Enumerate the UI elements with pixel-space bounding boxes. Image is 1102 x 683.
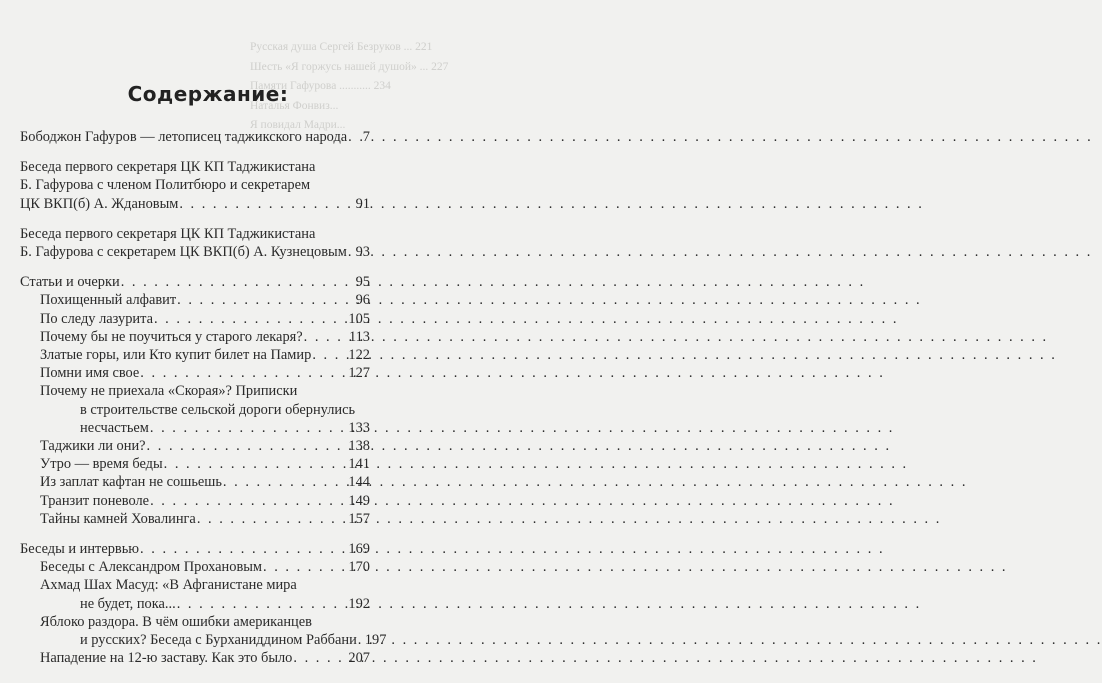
dot-leader (177, 595, 348, 613)
bleed-through-line: Я повидал Мадри... (250, 119, 346, 131)
dot-leader (223, 473, 347, 491)
bleed-through-line: Русская душа Сергей Безруков ... 221 (250, 41, 433, 53)
dot-leader (358, 631, 364, 649)
toc-subentry (20, 364, 370, 382)
section-gap (20, 146, 370, 158)
toc-entry-title: Беседы с Александром Прохановым (40, 559, 263, 576)
toc-entry-title: Бободжон Гафуров — летописец таджикского народа (20, 129, 348, 145)
dot-leader (304, 328, 348, 346)
toc-page-number: 95 (355, 274, 370, 291)
toc-subentry (20, 382, 370, 437)
toc-entry-title: Златые горы, или Кто купит билет на Памир (40, 347, 312, 364)
toc-subentry (20, 558, 370, 576)
dot-leader (263, 558, 347, 576)
toc-page-number: 113 (348, 328, 370, 345)
table-of-contents (20, 128, 387, 667)
dot-leader (348, 243, 355, 261)
section-gap (20, 213, 370, 225)
toc-entry-title-line: Ахмад Шах Масуд: «В Афганистане мира (40, 577, 297, 594)
toc-page-number: 207 (348, 650, 370, 667)
toc-subentry (20, 473, 370, 491)
page-title: Содержание: (127, 82, 289, 106)
toc-entry (20, 273, 370, 291)
dot-leader (147, 437, 348, 455)
section-gap (20, 261, 370, 273)
dot-leader (154, 310, 347, 328)
toc-entry (20, 225, 370, 261)
toc-page-number: 149 (348, 492, 370, 509)
bleed-through-line: Шесть «Я горжусь нашей душой» ... 227 (250, 60, 449, 73)
section-gap (20, 528, 370, 540)
toc-page-number: 7 (362, 129, 370, 145)
toc-subentry (20, 328, 370, 346)
dot-leader (348, 128, 362, 146)
toc-entry-title-line: Беседа первого секретаря ЦК КП Таджикистана (20, 225, 316, 242)
toc-entry (20, 128, 370, 146)
toc-page-number: 197 (364, 632, 387, 649)
dot-leader (164, 455, 348, 473)
toc-entry-title: Таджики ли они? (40, 438, 146, 455)
toc-entry-title: Нападение на 12-ю заставу. Как это было (40, 650, 293, 667)
toc-entry-title: Почему бы не поучиться у старого лекаря? (40, 328, 303, 345)
toc-page-number: 144 (348, 474, 370, 491)
toc-entry-title: Транзит поневоле (40, 492, 150, 509)
toc-page-number: 127 (348, 365, 370, 382)
dot-leader (293, 649, 347, 667)
toc-page-number: 169 (348, 541, 370, 558)
toc-entry-title: и русских? Беседа с Бурханиддином Раббани (80, 632, 357, 649)
toc-subentry (20, 576, 370, 612)
dot-leader (179, 195, 354, 213)
toc-entry-title-line: Беседа первого секретаря ЦК КП Таджикистана (20, 159, 316, 176)
toc-entry-title-line: Б. Гафурова с членом Политбюро и секретарем (20, 177, 311, 194)
toc-subentry (20, 649, 370, 667)
toc-page-number: 93 (355, 244, 370, 261)
toc-entry-title: Из заплат кафтан не сошьешь (40, 474, 222, 491)
bleed-through-line: Наталья Фонвиз... (250, 99, 339, 112)
toc-entry-title: Помни имя свое (40, 365, 140, 382)
toc-entry-title-line: в строительстве сельской дороги обернулись (80, 401, 356, 418)
dot-leader (177, 291, 354, 309)
toc-subentry (20, 455, 370, 473)
dot-leader (121, 273, 355, 291)
dot-leader (150, 419, 348, 437)
toc-entry-title: Похищенный алфавит (40, 292, 177, 309)
toc-entry-title: Статьи и очерки (20, 274, 120, 291)
toc-page-number: 157 (348, 510, 370, 527)
toc-page-number: 192 (348, 595, 370, 612)
toc-entry-title: Б. Гафурова с секретарем ЦК ВКП(б) А. Кузнецовым (20, 244, 347, 261)
dot-leader (312, 346, 347, 364)
toc-subentry (20, 510, 370, 528)
toc-entry (20, 540, 370, 558)
toc-entry-title: Тайны камней Ховалинга (40, 510, 196, 527)
toc-page-number: 122 (348, 347, 370, 364)
toc-subentry (20, 437, 370, 455)
toc-page-number: 96 (355, 292, 370, 309)
toc-subentry (20, 310, 370, 328)
toc-page-number: 170 (348, 559, 370, 576)
toc-page-number: 105 (348, 310, 370, 327)
toc-entry-title: Утро — время беды (40, 456, 163, 473)
toc-page-number: 91 (355, 195, 370, 212)
toc-page-number: 138 (348, 438, 370, 455)
bleed-through-line: Памяти Гафурова ........... 234 (250, 80, 391, 92)
toc-page-number: 133 (348, 419, 370, 436)
toc-entry (20, 158, 370, 213)
toc-entry-title: не будет, пока... (80, 595, 176, 612)
toc-subentry (20, 613, 387, 649)
toc-subentry (20, 492, 370, 510)
toc-entry-title-line: Почему не приехала «Скорая»? Приписки (40, 383, 298, 400)
toc-entry-title: Беседы и интервью (20, 541, 140, 558)
toc-entry-title: ЦК ВКП(б) А. Ждановым (20, 195, 179, 212)
toc-page-number: 141 (348, 456, 370, 473)
toc-subentry (20, 291, 370, 309)
dot-leader (140, 364, 347, 382)
dot-leader (140, 540, 347, 558)
toc-entry-title: несчастьем (80, 419, 149, 436)
toc-entry-title: По следу лазурита (40, 310, 153, 327)
dot-leader (150, 492, 347, 510)
toc-subentry (20, 346, 370, 364)
toc-entry-title-line: Яблоко раздора. В чём ошибки американцев (40, 613, 312, 630)
dot-leader (197, 510, 348, 528)
